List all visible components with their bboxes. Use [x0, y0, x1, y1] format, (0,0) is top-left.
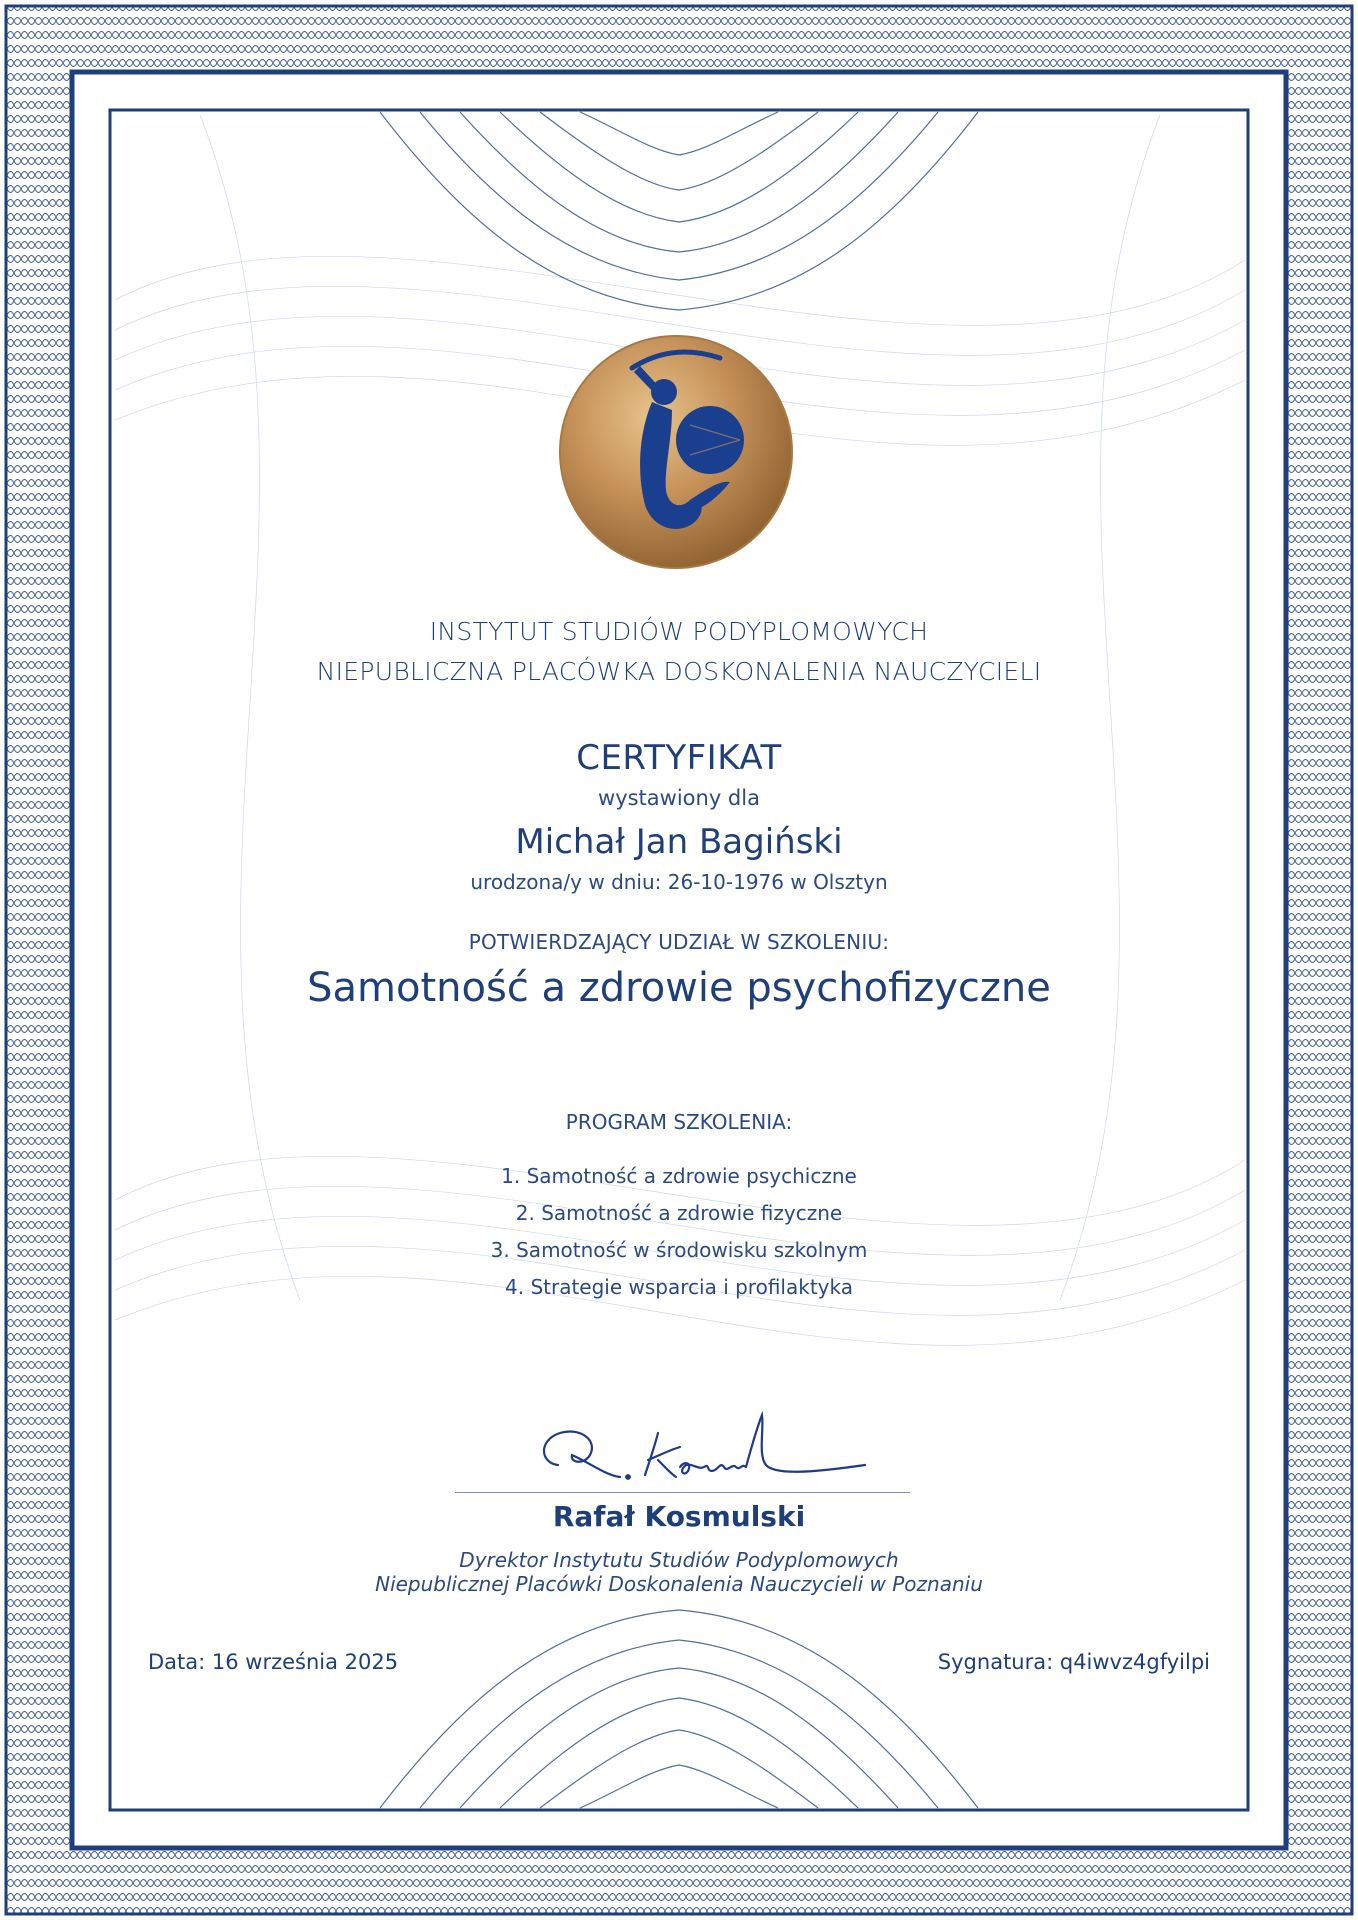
signatory-name: Rafał Kosmulski	[552, 1500, 806, 1533]
confirmation-label: POTWIERDZAJĄCY UDZIAŁ W SZKOLENIU:	[468, 930, 890, 954]
program-list	[0, 1158, 1358, 1306]
handwritten-signature	[520, 1405, 880, 1495]
signature-line	[455, 1492, 910, 1493]
issue-date: Data: 16 września 2025	[148, 1650, 399, 1674]
signatory-role-line-2: Niepublicznej Placówki Doskonalenia Nauczycieli w Poznaniu	[375, 1572, 983, 1596]
program-heading: PROGRAM SZKOLENIA:	[565, 1110, 793, 1134]
mermaid-emblem-icon	[560, 336, 792, 568]
institution-line-2: NIEPUBLICZNA PLACÓWKA DOSKONALENIA NAUCZYCIELI	[316, 657, 1042, 686]
certificate-title: CERTYFIKAT	[576, 738, 782, 778]
institution-header	[0, 612, 1358, 692]
issued-for-label: wystawiony dla	[598, 786, 760, 810]
institution-line-1: INSTYTUT STUDIÓW PODYPLOMOWYCH	[429, 617, 929, 646]
recipient-name: Michał Jan Bagiński	[515, 822, 843, 862]
signature-code: Sygnatura: q4iwvz4gfyilpi	[937, 1650, 1210, 1674]
program-item: 1. Samotność a zdrowie psychiczne	[501, 1164, 857, 1188]
course-title: Samotność a zdrowie psychofizyczne	[307, 965, 1051, 1011]
signatory-role-line-1: Dyrektor Instytutu Studiów Podyplomowych	[459, 1548, 899, 1572]
program-item: 3. Samotność w środowisku szkolnym	[490, 1238, 868, 1262]
birth-info: urodzona/y w dniu: 26-10-1976 w Olsztyn	[470, 870, 888, 894]
signatory-role	[0, 1548, 1358, 1596]
program-item: 4. Strategie wsparcia i profilaktyka	[505, 1275, 853, 1299]
program-item: 2. Samotność a zdrowie fizyczne	[515, 1201, 843, 1225]
